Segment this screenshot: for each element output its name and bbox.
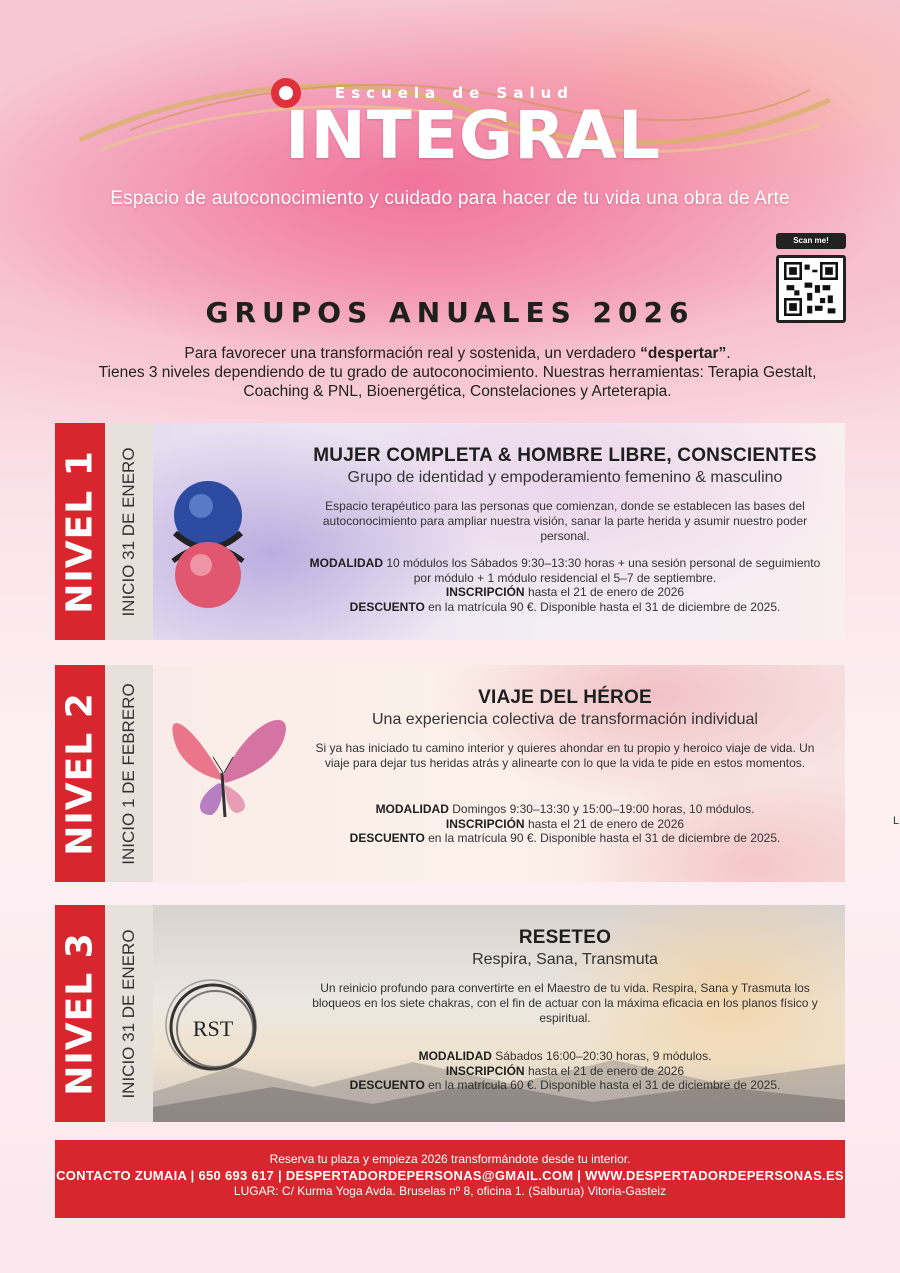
level-text bbox=[303, 927, 827, 1093]
level-label-band bbox=[55, 905, 105, 1122]
level-date-band bbox=[105, 665, 153, 882]
modalidad-label: MODALIDAD bbox=[418, 1049, 492, 1063]
inscripcion-label: INSCRIPCIÓN bbox=[445, 585, 525, 599]
level-start-date: INICIO 31 DE ENERO bbox=[119, 928, 138, 1099]
level-text bbox=[303, 445, 827, 614]
level-card-1 bbox=[55, 423, 845, 640]
modalidad-value: Domingos 9:30–13:30 y 15:00–19:00 horas, 10 módulos. bbox=[448, 802, 755, 816]
descuento-line bbox=[303, 1078, 827, 1093]
inscripcion-value: hasta el 21 de enero de 2026 bbox=[524, 816, 685, 831]
level-body bbox=[153, 423, 845, 640]
intro-highlight: “despertar” bbox=[640, 345, 727, 362]
intro-line-1-text: Para favorecer una transformación real y sostenida, un verdadero bbox=[184, 345, 641, 362]
footer-contact-banner bbox=[55, 1140, 845, 1218]
page-title: GRUPOS ANUALES 2026 bbox=[205, 296, 695, 329]
level-details bbox=[303, 802, 827, 846]
level-label-band bbox=[55, 423, 105, 640]
level-body bbox=[153, 665, 845, 882]
watercolor-spheres-illustration bbox=[153, 423, 283, 640]
footer-cta: Reserva tu plaza y empieza 2026 transformándote desde tu interior. bbox=[269, 1152, 631, 1166]
descuento-label: DESCUENTO bbox=[349, 831, 425, 845]
level-title: VIAJE DEL HÉROE bbox=[478, 687, 652, 708]
inscripcion-value: hasta el 21 de enero de 2026 bbox=[524, 1063, 685, 1078]
level-label: NIVEL 1 bbox=[59, 449, 101, 614]
footer-location: LUGAR: C/ Kurma Yoga Avda. Bruselas nº 8, oficina 1. (Salburua) Vitoria-Gasteiz bbox=[233, 1184, 667, 1198]
descuento-value: en la matrícula 90 €. Disponible hasta el 31 de diciembre de 2025. bbox=[424, 599, 781, 614]
modalidad-label: MODALIDAD bbox=[309, 556, 383, 570]
modalidad-label: MODALIDAD bbox=[375, 802, 449, 816]
level-start-date: INICIO 1 DE FEBRERO bbox=[119, 682, 138, 865]
descuento-value: en la matrícula 90 €. Disponible hasta el 31 de diciembre de 2025. bbox=[424, 831, 781, 845]
intro-line-1 bbox=[90, 344, 825, 363]
level-subtitle: Una experiencia colectiva de transformación individual bbox=[372, 711, 758, 728]
rst-logo-text: RST bbox=[192, 1016, 234, 1041]
watercolor-butterfly-illustration bbox=[153, 665, 303, 882]
intro-line-2: Tienes 3 niveles dependiendo de tu grado de autoconocimiento. Nuestras herramientas: Terapia Gestalt, Coaching & PNL, Bioenergética, Constelaciones y Arteterapia. bbox=[98, 364, 817, 400]
modalidad-line bbox=[303, 1049, 827, 1064]
cropped-side-text: L bbox=[893, 815, 900, 827]
descuento-label: DESCUENTO bbox=[349, 599, 425, 614]
level-title: RESETEO bbox=[518, 927, 612, 948]
modalidad-value: Sábados 16:00–20:30 horas, 9 módulos. bbox=[491, 1049, 712, 1063]
modalidad-line bbox=[303, 802, 827, 817]
logo-wordmark: INTEGRAL bbox=[285, 97, 662, 174]
level-details bbox=[303, 1049, 827, 1093]
level-date-band bbox=[105, 905, 153, 1122]
level-subtitle: Grupo de identidad y empoderamiento femenino & masculino bbox=[347, 469, 783, 486]
level-card-3 bbox=[55, 905, 845, 1122]
inscripcion-label: INSCRIPCIÓN bbox=[445, 1063, 525, 1078]
level-description: Un reinicio profundo para convertirte en el Maestro de tu vida. Respira, Sana y Trasmuta los bloqueos en los siete chakras, con el fin de actuar con la máxima eficacia en los planos físico y espiritual. bbox=[312, 981, 818, 1025]
level-label-band bbox=[55, 665, 105, 882]
intro-text bbox=[90, 344, 825, 401]
descuento-label: DESCUENTO bbox=[349, 1078, 425, 1092]
level-title: MUJER COMPLETA & HOMBRE LIBRE, CONSCIENTES bbox=[313, 445, 817, 466]
level-label: NIVEL 2 bbox=[59, 691, 101, 856]
level-description: Si ya has iniciado tu camino interior y quieres ahondar en tu propio y heroico viaje de vida. Un viaje para dejar tus heridas atrás y alinearte con lo que la vida te pide en estos momentos. bbox=[315, 741, 815, 770]
intro-line-1-end: . bbox=[726, 345, 731, 362]
qr-label: Scan me! bbox=[776, 233, 846, 249]
descuento-line bbox=[303, 600, 827, 615]
inscripcion-value: hasta el 21 de enero de 2026 bbox=[524, 585, 685, 599]
logo-subtitle: Escuela de Salud bbox=[335, 84, 575, 102]
tagline: Espacio de autoconocimiento y cuidado para hacer de tu vida una obra de Arte bbox=[110, 188, 790, 209]
level-description: Espacio terapéutico para las personas que comienzan, donde se establecen las bases del autoconocimiento para ampliar nuestra visión, sanar la parte herida y asumir nuestro poder personal. bbox=[322, 499, 808, 543]
level-subtitle: Respira, Sana, Transmuta bbox=[472, 951, 658, 968]
modalidad-line bbox=[303, 556, 827, 585]
descuento-line bbox=[303, 831, 827, 846]
level-date-band bbox=[105, 423, 153, 640]
level-details bbox=[303, 556, 827, 614]
inscripcion-line bbox=[303, 585, 827, 600]
level-body bbox=[153, 905, 845, 1122]
descuento-value: en la matrícula 60 €. Disponible hasta el 31 de diciembre de 2025. bbox=[424, 1078, 781, 1092]
inscripcion-line bbox=[303, 1064, 827, 1079]
inscripcion-label: INSCRIPCIÓN bbox=[445, 816, 525, 831]
level-text bbox=[303, 687, 827, 846]
level-card-2 bbox=[55, 665, 845, 882]
modalidad-value: 10 módulos los Sábados 9:30–13:30 horas + una sesión personal de seguimiento por módulo + 1 módulo residencial el 5–7 de septiembre. bbox=[383, 556, 821, 585]
level-label: NIVEL 3 bbox=[59, 931, 101, 1096]
level-start-date: INICIO 31 DE ENERO bbox=[119, 446, 138, 617]
inscripcion-line bbox=[303, 817, 827, 832]
rst-circle-logo bbox=[153, 905, 283, 1122]
footer-contact[interactable]: CONTACTO ZUMAIA | 650 693 617 | DESPERTADORDEPERSONAS@GMAIL.COM | WWW.DESPERTADORDEPERSONAS.ES bbox=[56, 1168, 844, 1183]
